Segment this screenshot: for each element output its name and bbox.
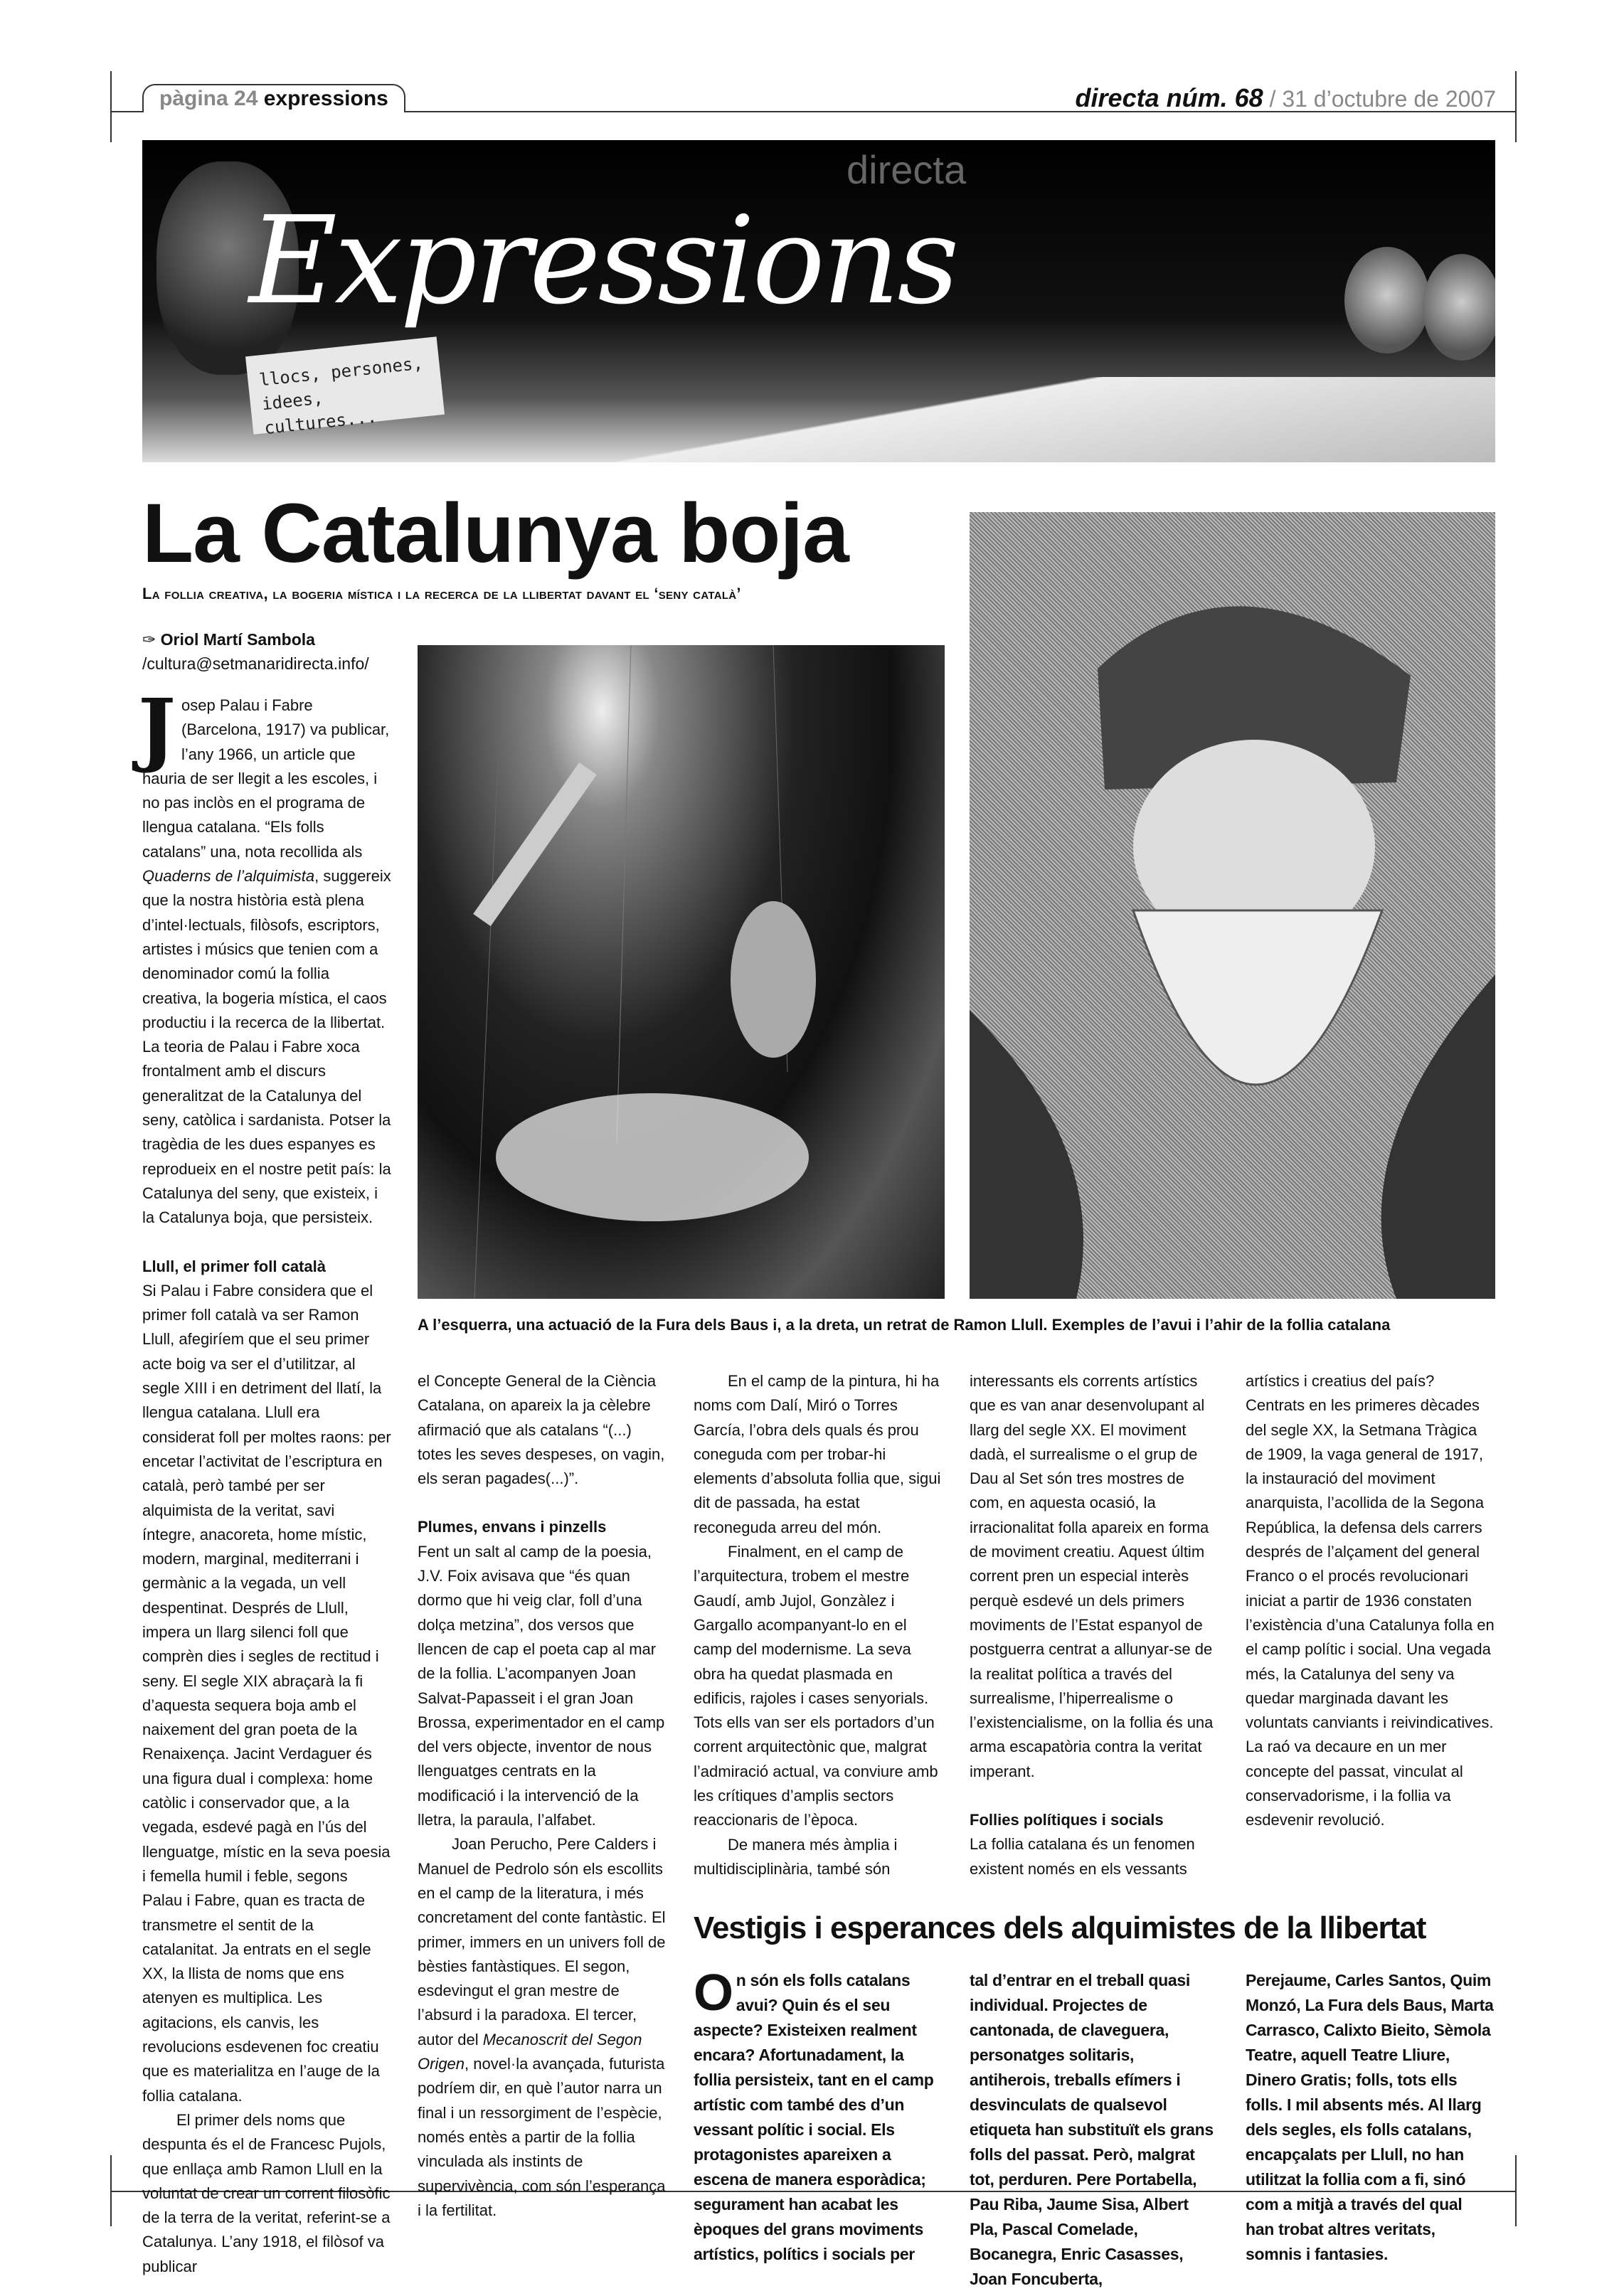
article-column-5	[1246, 1369, 1495, 1833]
sidebar-column-1	[694, 1965, 943, 2267]
banner-child-face	[1344, 247, 1430, 354]
book-title: Quaderns de l’alquimista	[142, 867, 315, 886]
author-name: Oriol Martí Sambola	[160, 630, 315, 649]
banner-brand: directa	[847, 147, 967, 192]
paragraph: Fent un salt al camp de la poesia, J.V. Foix avisava que “és quan dormo que hi veig clar, foll d’una dolça metzina”, dos versos que llencen de cap el poeta cap al mar de la follia. L’acompanyen Joan Salvat-Papasseit i el gran Joan Brossa, experimentador en el camp del vers objecte, inventor de nous llenguatges centrats en la modificació i la intervenció de la lletra, la paraula, l’alfabet.	[418, 1542, 665, 1829]
section-heading: Plumes, envans i pinzells	[418, 1518, 607, 1536]
article-column-4	[970, 1369, 1219, 1881]
article-column-1	[138, 682, 391, 2279]
paragraph: El primer dels noms que despunta és el de Francesc Pujols, que enllaça amb Ramon Llull en la voluntat de crear un corrent filosòfic de la terra de la veritat, referint-se a Catalunya. L’any 1918, el filòsof va publicar	[142, 2110, 391, 2275]
page-number: pàgina 24	[159, 87, 258, 110]
article-subtitle: La follia creativa, la bogeria mística i la recerca de la llibertat davant el ‘seny català’	[142, 585, 741, 602]
drop-cap: J	[138, 682, 176, 775]
paragraph: el Concepte General de la Ciència Catalana, on apareix la ja cèlebre afirmació que als catalans “(...) totes les seves despeses, on vagin, els seran pagades(...)”.	[418, 1372, 665, 1488]
sidebar-column-3: Perejaume, Carles Santos, Quim Monzó, La Fura dels Baus, Marta Carrasco, Calixto Bieito, Sèmola Teatre, aquell Teatre Lliure, Dinero Gratis; folls, tots ells folls. I mil absents més. Al llarg dels segles, els folls catalans, encapçalats per Llull, no han utilitzat la follia com a fi, sinó com a mitjà a través del qual han trobat altres veritats, somnis i fantasies.	[1246, 1971, 1494, 2264]
banner-paper-note: llocs, persones, idees, cultures...	[245, 336, 445, 435]
right-article-area	[694, 1369, 1495, 2292]
author-email: /cultura@setmanaridirecta.info/	[142, 654, 369, 673]
paragraph: interessants els corrents artístics que es van anar desenvolupant al llarg del segle XX. El moviment dadà, el surrealisme o el grup de Dau al Set són tres mostres de com, en aquesta ocasió, la irracionalitat folla apareix en forma de moviment creatiu. Aquest últim corrent pren un especial interès perquè esdevé un dels primers moviments de l’Estat espanyol de postguerra centrat a allunyar-se de la realitat política a través del surrealisme, l’hiperrealisme o l’existencialisme, on la follia és una arma escapatòria contra la veritat imperant.	[970, 1372, 1214, 1780]
book-title: Mecanoscrit del Segon Origen	[418, 2030, 642, 2073]
issue-info	[1076, 84, 1496, 113]
article-title: La Catalunya boja	[142, 487, 849, 580]
paragraph: En el camp de la pintura, hi ha noms com Dalí, Miró o Torres García, l’obra dels quals és prou coneguda com per trobar-hi elements d’absoluta follia que, sigui dit de passada, ha estat reconeguda arreu del món.	[694, 1372, 941, 1536]
crop-mark	[1515, 71, 1517, 142]
article-columns-row	[694, 1369, 1495, 1881]
article-column-2	[418, 1369, 667, 2223]
pen-pointer-icon: ✑	[142, 630, 161, 649]
section-name: expressions	[263, 87, 388, 110]
banner-script-title: Expressions	[249, 191, 957, 331]
section-heading: Llull, el primer foll català	[142, 1257, 326, 1275]
byline	[142, 627, 413, 676]
paragraph: De manera més àmplia i multidisciplinària, també són	[694, 1835, 898, 1878]
paragraph: artístics i creatius del país? Centrats en les primeres dècades del segle XX, la Setmana Tràgica de 1909, la vaga general de 1917, la instauració del moviment anarquista, l’acollida de la Segona República, la defensa dels carrers després de l’alçament del general Franco o el procés revolucionari iniciat a partir de 1936 constaten l’existència d’una Catalunya folla en el camp polític i social. Una vegada més, la Catalunya del seny va quedar marginada davant les voluntats canviants i reivindicatives. La raó va decaure en un mer concepte del passat, vinculat al conservadorisme, i la follia va esdevenir revolució.	[1246, 1372, 1495, 1829]
sidebar-title: Vestigis i esperances dels alquimistes de la llibertat	[694, 1910, 1426, 1946]
banner-child-face	[1423, 254, 1495, 361]
publication-issue: directa núm. 68	[1075, 83, 1263, 112]
article-column-3	[694, 1369, 943, 1881]
paragraph: Joan Perucho, Pere Calders i Manuel de Pedrolo són els escollits en el camp de la literatura, i més concretament del conte fantàstic. El primer, immers en un univers foll de bèsties fantàstiques. El segon, esdevingut el gran mestre de l’absurd i la paradoxa. El tercer, autor del	[418, 1835, 666, 2048]
paragraph: La follia catalana és un fenomen existent només en els vessants	[970, 1835, 1195, 1878]
section-banner	[142, 140, 1495, 462]
paragraph: osep Palau i Fabre (Barcelona, 1917) va publicar, l’any 1966, un article que hauria de ser llegit a les escoles, i no pas inclòs en el programa de llengua catalana. “Els folls catalans” una, nota recollida als	[142, 696, 390, 861]
paragraph: , suggereix que la nostra història està plena d’intel·lectuals, filòsofs, escriptors, artistes i músics que tenien com a denominador comú la follia creativa, la bogeria mística, el caos productiu i la recerca de la llibertat. La teoria de Palau i Fabre xoca frontalment amb el discurs generalitzat de la Catalunya del seny, catòlica i sardanista. Potser la tragèdia de les dues espanyes es reprodueix en el nostre petit país: la Catalunya del seny, que existeix, i la Catalunya boja, que persisteix.	[142, 867, 391, 1227]
paragraph: , novel·la avançada, futurista podríem dir, en què l’autor narra un final i un ressorgiment de l’espècie, només entès a partir de la follia vinculada als instints de supervivència, com són l’esperança i la fertilitat.	[418, 2055, 666, 2219]
banner-road-collage	[498, 377, 1495, 462]
crop-mark	[110, 2155, 112, 2226]
performance-photo-graphic	[418, 645, 945, 1299]
paragraph: Finalment, en el camp de l’arquitectura, trobem el mestre Gaudí, amb Jujol, Gonzàlez i Gargallo acompanyant-lo en el camp del modernisme. La seva obra ha quedat plasmada en edificis, rajoles i cases senyorials. Tots ells van ser els portadors d’un corrent arquitectònic que, malgrat l’admiració actual, va conviure amb les crítiques d’amplis sectors reaccionaris de l’època.	[694, 1543, 938, 1829]
section-heading: Follies polítiques i socials	[970, 1811, 1164, 1829]
sidebar-columns-row	[694, 1965, 1495, 2292]
paragraph: Si Palau i Fabre considera que el primer foll català va ser Ramon Llull, afegiríem que el seu primer acte boig va ser el d’utilitzar, al segle XIII i en detriment del llatí, la llengua catalana. Llull era considerat foll per moltes raons: per encetar l’activitat de l’escriptura en català, però també per ser alquimista de la veritat, savi íntegre, anacoreta, home místic, modern, marginal, mediterrani i germànic a la vegada, un vell despentinat. Després de Llull, impera un llarg silenci foll que comprèn dies i segles de rectitud i seny. El segle XIX abraçarà la fi d’aquesta sequera boja amb el naixement del gran poeta de la Renaixença. Jacint Verdaguer és una figura dual i complexa: home catòlic i conservador que, a la vegada, esdevé pagà en l’ús del llenguatge, místic en la seva poesia i femella humil i feble, segons Palau i Fabre, quan es tracta de transmetre el sentit de la catalanitat. Ja entrats en el segle XX, la llista de noms que ens atenyen es multiplica. Les agitacions, els canvis, les revolucions esdevenen foc creatiu que es materialitza en l’auge de la follia catalana.	[142, 1281, 391, 2105]
photo-fura-dels-baus	[418, 645, 945, 1299]
crop-mark	[1515, 2155, 1517, 2226]
crop-mark	[110, 71, 112, 142]
issue-date: / 31 d’octubre de 2007	[1269, 86, 1496, 112]
page-section-tab	[142, 84, 405, 112]
sidebar-text: n són els folls catalans avui? Quin és el seu aspecte? Existeixen realment encara? Afortunadament, la follia persisteix, tant en el camp artístic com també des d’un vessant polític i social. Els protagonistes apareixen a escena de manera esporàdica; segurament han acabat les èpoques del grans moviments artístics, polítics i socials per	[694, 1971, 934, 2264]
sidebar-column-2: tal d’entrar en el treball quasi individual. Projectes de cantonada, de claveguera, personatges solitaris, antiherois, treballs efímers i desvinculats de qualsevol etiqueta han substituït els grans folls del passat. Però, malgrat tot, perduren. Pere Portabella, Pau Riba, Jaume Sisa, Albert Pla, Pascal Comelade, Bocanegra, Enric Casasses, Joan Foncuberta,	[970, 1971, 1214, 2289]
drop-cap: O	[694, 1965, 733, 2022]
portrait-ramon-llull	[970, 512, 1495, 1299]
photo-caption: A l’esquerra, una actuació de la Fura dels Baus i, a la dreta, un retrat de Ramon Llull. Exemples de l’avui i l’ahir de la follia catalana	[418, 1316, 1391, 1334]
engraving-graphic	[970, 512, 1495, 1299]
